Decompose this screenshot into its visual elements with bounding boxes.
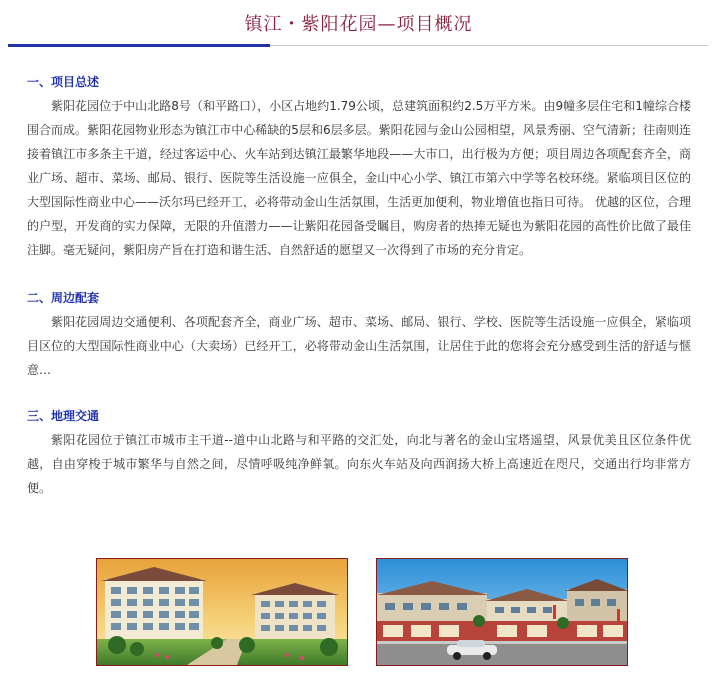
section-text: 紫阳花园位于镇江市城市主干道--道中山北路与和平路的交汇处，向北与著名的金山宝塔遥望，风景优美且区位条件优越，自由穿梭于城市繁华与自然之间，尽情呼吸纯净鲜氧。向东火车站及向西润扬大桥上高速近在咫尺，交通出行均非常方便。 bbox=[27, 433, 691, 495]
section-heading: 二、周边配套 bbox=[27, 291, 100, 305]
title-divider-accent bbox=[8, 44, 270, 47]
section-facilities bbox=[27, 288, 691, 382]
section-text: 紫阳花园周边交通便利、各项配套齐全，商业广场、超市、菜场、邮局、银行、学校、医院等生活设施一应俱全，紧临项目区位的大型国际性商业中心（大卖场）已经开工，必将带动金山生活氛围，让居住于此的您将会充分感受到生活的舒适与惬意… bbox=[27, 315, 691, 377]
page-title: 镇江・紫阳花园—项目概况 bbox=[244, 14, 473, 35]
section-overview bbox=[27, 72, 691, 262]
section-text: 紫阳花园位于中山北路8号（和平路口），小区占地约1.79公顷，总建筑面积约2.5万平方米。由9幢多层住宅和1幢综合楼围合而成。紫阳花园物业形态为镇江市中心稀缺的5层和6层多层。紫阳花园与金山公园相望，风景秀丽、空气清新；往南则连接着镇江市多条主干道，经过客运中心、火车站到达镇江最繁华地段——大市口，出行极为方便；项目周边各项配套齐全，商业广场、超市、菜场、邮局、银行、医院等生活设施一应俱全，金山中心小学、镇江市第六中学等名校环绕。紧临项目区位的大型国际性商业中心——沃尔玛已经开工，必将带动金山生活氛围，生活更加便利，物业增值也指日可待。 优越的区位，合理的户型，开发商的实力保障，无限的升值潜力——让紫阳花园备受瞩目，购房者的热捧无疑也为紫阳花园的高性价比做了最佳注脚。毫无疑问，紫阳房产旨在打造和谐生活、自然舒适的愿望又一次得到了市场的充分肯定。 bbox=[27, 99, 691, 257]
article-body bbox=[27, 72, 691, 500]
residential-buildings-photo bbox=[96, 558, 348, 666]
photo-gallery bbox=[0, 558, 717, 666]
section-heading: 一、项目总述 bbox=[27, 75, 100, 89]
section-heading: 三、地理交通 bbox=[27, 409, 100, 423]
commercial-street-photo bbox=[376, 558, 628, 666]
section-transport bbox=[27, 406, 691, 500]
